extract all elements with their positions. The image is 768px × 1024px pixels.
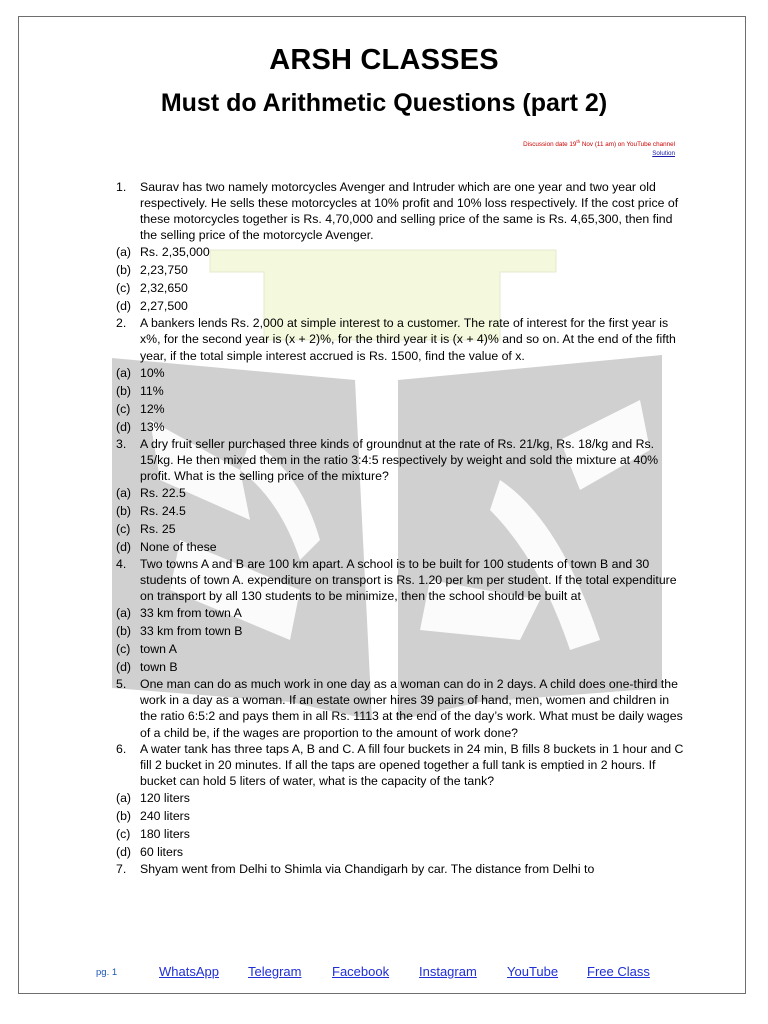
footer	[0, 964, 768, 984]
question-text: Two towns A and B are 100 km apart. A school is to be built for 100 students of town B and 30 students of town A. expenditure on transport is Rs. 1.20 per km per student. If the total expenditure on transport by all 130 students to be minimize, then the school should be built at	[140, 556, 677, 604]
answer-option	[116, 484, 688, 502]
option-label: (c)	[116, 642, 131, 657]
option-label: (b)	[116, 624, 132, 639]
answer-option	[116, 538, 688, 556]
option-label: (d)	[116, 844, 132, 859]
answer-option	[116, 418, 688, 436]
answer-option	[116, 297, 688, 315]
option-label: (c)	[116, 826, 131, 841]
question-item	[108, 556, 688, 604]
option-text: 33 km from town A	[140, 606, 242, 621]
question-number: 7.	[116, 861, 127, 876]
answer-option	[116, 843, 688, 861]
page-title: ARSH CLASSES	[269, 44, 499, 76]
answer-option	[116, 520, 688, 538]
question-number: 2.	[116, 316, 127, 331]
option-label: (b)	[116, 503, 132, 518]
option-label: (a)	[116, 485, 132, 500]
answer-option	[116, 261, 688, 279]
option-text: 11%	[140, 383, 164, 398]
option-label: (a)	[116, 790, 132, 805]
option-label: (d)	[116, 660, 132, 675]
answer-option	[116, 502, 688, 520]
answer-option	[116, 604, 688, 622]
question-text: A dry fruit seller purchased three kinds of groundnut at the rate of Rs. 21/kg, Rs. 18/kg and Rs. 15/kg. He then mixed them in the ratio 3:4:5 respectively by weight and sold the mixture at 40% profit. What is the selling price of the mixture?	[140, 436, 659, 483]
option-label: (d)	[116, 299, 132, 314]
question-number: 1.	[116, 180, 127, 194]
answer-option	[116, 825, 688, 843]
question-number: 6.	[116, 741, 127, 756]
question-item	[108, 315, 688, 363]
discussion-date-note: Discussion date 19th Nov (11 am) on YouTube channel	[523, 139, 675, 149]
footer-link-facebook[interactable]: Facebook	[332, 964, 390, 979]
option-text: 12%	[140, 401, 165, 416]
option-text: 10%	[140, 365, 165, 380]
option-text: 2,32,650	[140, 281, 188, 296]
option-text: town B	[140, 660, 178, 675]
option-text: Rs. 25	[140, 521, 176, 536]
option-text: Rs. 2,35,000	[140, 245, 210, 260]
option-label: (c)	[116, 401, 131, 416]
question-list	[108, 179, 688, 877]
answer-option	[116, 382, 688, 400]
option-text: 120 liters	[140, 790, 190, 805]
footer-link-instagram[interactable]: Instagram	[419, 964, 477, 979]
option-text: 2,23,750	[140, 263, 188, 278]
option-label: (a)	[116, 606, 132, 621]
option-label: (c)	[116, 281, 131, 296]
solution-link[interactable]: Solution	[652, 150, 675, 157]
answer-option	[116, 400, 688, 418]
option-label: (a)	[116, 245, 132, 260]
option-label: (c)	[116, 521, 131, 536]
answer-option	[116, 807, 688, 825]
footer-link-free-class[interactable]: Free Class	[587, 964, 650, 979]
question-item	[108, 861, 688, 877]
option-label: (a)	[116, 365, 132, 380]
option-text: 240 liters	[140, 808, 190, 823]
answer-option	[116, 364, 688, 382]
question-text: One man can do as much work in one day as a woman can do in 2 days. A child does one-third the work in a day as a woman. If an estate owner hires 39 pairs of hand, men, women and children in the ratio 6:5:2 and pays them in all Rs. 1113 at the end of the day’s work. What must be daily wages of a child be, if the wages are proportion to the amount of work done?	[140, 677, 683, 740]
option-label: (b)	[116, 383, 132, 398]
question-number: 5.	[116, 677, 127, 692]
page-number: pg. 1	[96, 967, 118, 978]
option-text: Rs. 22.5	[140, 485, 186, 500]
footer-link-telegram[interactable]: Telegram	[248, 964, 302, 979]
option-label: (b)	[116, 263, 132, 278]
footer-link-youtube[interactable]: YouTube	[507, 964, 559, 979]
option-text: 33 km from town B	[140, 624, 243, 639]
option-label: (d)	[116, 539, 132, 554]
question-item	[108, 741, 688, 789]
question-number: 3.	[116, 436, 127, 451]
page-subtitle: Must do Arithmetic Questions (part 2)	[160, 89, 608, 117]
question-text: A bankers lends Rs. 2,000 at simple interest to a customer. The rate of interest for the first year is x%, for the second year is (x + 2)%, for the third year it is (x + 4)% and so on. At the end of the fifth year, if the total simple interest accrued is Rs. 1500, find the value of x.	[140, 316, 676, 363]
answer-option	[116, 279, 688, 297]
question-text: A water tank has three taps A, B and C. A fill four buckets in 24 min, B fills 8 buckets in 1 hour and C fill 2 bucket in 20 minutes. If all the taps are opened together a full tank is emptied in 2 hours. If bucket can hold 5 liters of water, what is the capacity of the tank?	[140, 741, 684, 788]
option-text: 2,27,500	[140, 299, 188, 314]
question-item	[108, 676, 688, 740]
answer-option	[116, 640, 688, 658]
option-text: 13%	[140, 419, 165, 434]
option-text: town A	[140, 642, 177, 657]
answer-option	[116, 658, 688, 676]
option-text: None of these	[140, 539, 217, 554]
option-label: (d)	[116, 419, 132, 434]
answer-option	[116, 243, 688, 261]
question-item	[108, 436, 688, 484]
option-text: Rs. 24.5	[140, 503, 186, 518]
footer-link-whatsapp[interactable]: WhatsApp	[159, 964, 219, 979]
question-number: 4.	[116, 556, 127, 571]
answer-option	[116, 789, 688, 807]
option-text: 180 liters	[140, 826, 190, 841]
option-label: (b)	[116, 808, 132, 823]
question-text: Saurav has two namely motorcycles Avenger and Intruder which are one year and two year old respectively. He sells these motorcycles at 10% profit and 10% loss respectively. If the cost price of these motorcycles together is Rs. 4,70,000 and selling price of the same is Rs. 4,65,300, then find the selling price of the motorcycle Avenger.	[140, 180, 679, 243]
option-text: 60 liters	[140, 844, 184, 859]
question-text: Shyam went from Delhi to Shimla via Chandigarh by car. The distance from Delhi to	[140, 861, 595, 876]
answer-option	[116, 622, 688, 640]
question-item	[108, 179, 688, 243]
